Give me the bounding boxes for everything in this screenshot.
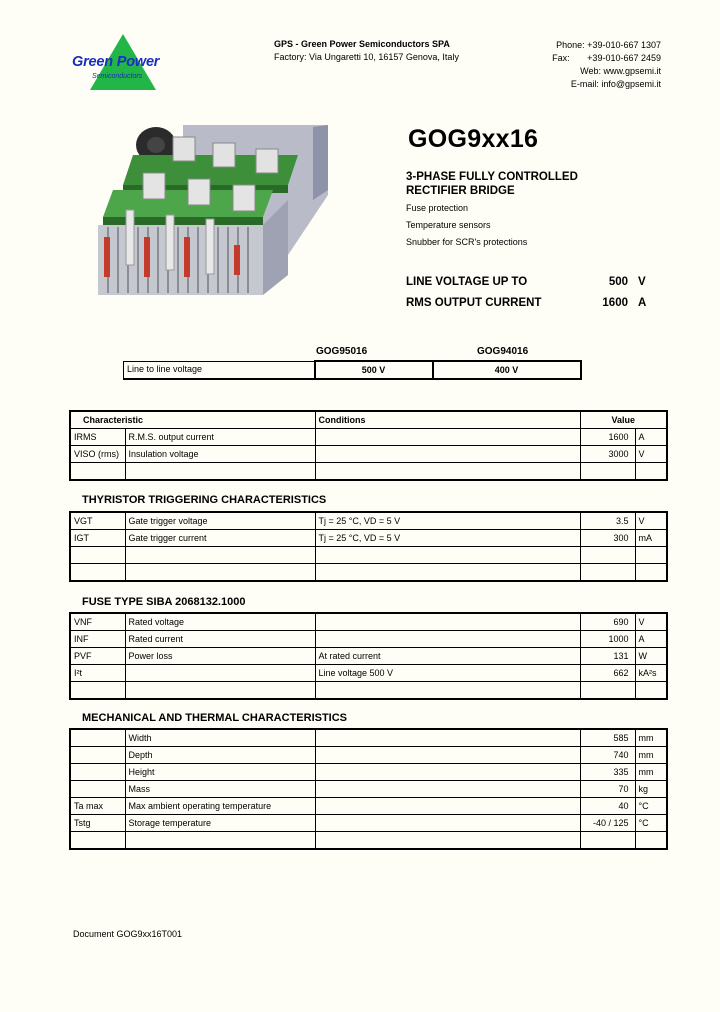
header-value: Value: [580, 411, 667, 429]
value: 40: [580, 798, 635, 815]
line-voltage-unit: V: [638, 276, 646, 288]
contact-block: [552, 39, 661, 91]
header-conditions: Conditions: [315, 411, 580, 429]
symbol: [70, 729, 125, 747]
table-row: [70, 512, 667, 530]
value: -40 / 125: [580, 815, 635, 832]
feature-item: Snubber for SCR's protections: [406, 237, 528, 247]
table-row: [70, 798, 667, 815]
value: 300: [580, 530, 635, 547]
description: Width: [125, 729, 315, 747]
table-row: [70, 648, 667, 665]
description: Gate trigger current: [125, 530, 315, 547]
variant-col2-header: GOG94016: [477, 346, 529, 357]
table-row: [70, 832, 667, 850]
table-row: [70, 631, 667, 648]
characteristic-table: [69, 410, 668, 481]
value: 1000: [580, 631, 635, 648]
conditions: [315, 729, 580, 747]
variant-row-label: Line to line voltage: [124, 361, 315, 379]
table-row: [70, 682, 667, 700]
description: Gate trigger voltage: [125, 512, 315, 530]
table-row: [70, 781, 667, 798]
document-reference: Document GOG9xx16T001: [73, 929, 183, 939]
conditions: [315, 446, 580, 463]
variant-value-1: 500 V: [315, 361, 433, 379]
unit: [635, 832, 667, 850]
description: Depth: [125, 747, 315, 764]
unit: A: [635, 631, 667, 648]
conditions: At rated current: [315, 648, 580, 665]
symbol: [70, 832, 125, 850]
table-row: [70, 446, 667, 463]
symbol: I²t: [70, 665, 125, 682]
rectifier-assembly-image: [88, 115, 333, 310]
description: R.M.S. output current: [125, 429, 315, 446]
unit: [635, 547, 667, 564]
unit: V: [635, 512, 667, 530]
symbol: IGT: [70, 530, 125, 547]
mechanical-section-title: MECHANICAL AND THERMAL CHARACTERISTICS: [82, 712, 348, 724]
conditions: [315, 613, 580, 631]
conditions: Tj = 25 °C, VD = 5 V: [315, 530, 580, 547]
header-characteristic: Characteristic: [70, 411, 315, 429]
unit: °C: [635, 798, 667, 815]
value: 690: [580, 613, 635, 631]
logo-subtitle: Semiconductors: [92, 73, 143, 80]
description: Insulation voltage: [125, 446, 315, 463]
product-title: GOG9xx16: [408, 125, 539, 153]
conditions: [315, 747, 580, 764]
rms-current-label: RMS OUTPUT CURRENT: [406, 297, 542, 309]
table-row: [70, 463, 667, 481]
fuse-table: [69, 612, 668, 700]
symbol: Tstg: [70, 815, 125, 832]
unit: [635, 564, 667, 582]
table-row: [70, 815, 667, 832]
conditions: [315, 564, 580, 582]
variant-value-2: 400 V: [433, 361, 581, 379]
value: 131: [580, 648, 635, 665]
unit: mm: [635, 764, 667, 781]
symbol: VGT: [70, 512, 125, 530]
conditions: [315, 815, 580, 832]
rms-current-unit: A: [638, 297, 647, 309]
thyristor-table: [69, 511, 668, 582]
logo-name: Green Power: [72, 54, 160, 70]
email: E-mail: info@gpsemi.it: [570, 79, 661, 89]
mechanical-table: [69, 728, 668, 850]
conditions: [315, 547, 580, 564]
symbol: [70, 564, 125, 582]
value: [580, 564, 635, 582]
unit: mm: [635, 747, 667, 764]
conditions: [315, 682, 580, 700]
symbol: IRMS: [70, 429, 125, 446]
unit: °C: [635, 815, 667, 832]
description: Max ambient operating temperature: [125, 798, 315, 815]
symbol: VNF: [70, 613, 125, 631]
value: 335: [580, 764, 635, 781]
description: Rated current: [125, 631, 315, 648]
table-row: [70, 564, 667, 582]
value: [580, 463, 635, 481]
product-subtitle: [406, 170, 578, 198]
symbol: PVF: [70, 648, 125, 665]
feature-item: Fuse protection: [406, 203, 469, 213]
unit: V: [635, 446, 667, 463]
unit: A: [635, 429, 667, 446]
symbol: [70, 747, 125, 764]
conditions: [315, 832, 580, 850]
description: [125, 832, 315, 850]
description: [125, 665, 315, 682]
symbol: [70, 764, 125, 781]
description: [125, 682, 315, 700]
unit: W: [635, 648, 667, 665]
feature-item: Temperature sensors: [406, 220, 491, 230]
variant-col1-header: GOG95016: [316, 346, 368, 357]
value: [580, 682, 635, 700]
description: [125, 547, 315, 564]
conditions: Tj = 25 °C, VD = 5 V: [315, 512, 580, 530]
conditions: [315, 429, 580, 446]
description: [125, 463, 315, 481]
value: 3.5: [580, 512, 635, 530]
value: 662: [580, 665, 635, 682]
description: [125, 564, 315, 582]
unit: mA: [635, 530, 667, 547]
variants-table: [123, 360, 582, 380]
conditions: [315, 798, 580, 815]
unit: V: [635, 613, 667, 631]
line-voltage-label: LINE VOLTAGE UP TO: [406, 276, 528, 288]
value: 740: [580, 747, 635, 764]
value: 1600: [580, 429, 635, 446]
subtitle-line-1: 3-PHASE FULLY CONTROLLED: [406, 171, 578, 183]
table-row: [70, 613, 667, 631]
line-voltage-value: 500: [608, 276, 628, 288]
description: Rated voltage: [125, 613, 315, 631]
table-row: [70, 429, 667, 446]
description: Mass: [125, 781, 315, 798]
company-name: GPS - Green Power Semiconductors SPA: [274, 39, 450, 49]
factory-address: Factory: Via Ungaretti 10, 16157 Genova, Italy: [274, 52, 459, 62]
table-row: [70, 665, 667, 682]
symbol: INF: [70, 631, 125, 648]
rms-current-value: 1600: [602, 297, 628, 309]
symbol: [70, 682, 125, 700]
value: [580, 832, 635, 850]
conditions: [315, 463, 580, 481]
description: Storage temperature: [125, 815, 315, 832]
description: Height: [125, 764, 315, 781]
fuse-section-title: FUSE TYPE SIBA 2068132.1000: [82, 596, 246, 608]
thyristor-section-title: THYRISTOR TRIGGERING CHARACTERISTICS: [82, 494, 327, 506]
unit: mm: [635, 729, 667, 747]
fax: Fax: +39-010-667 2459: [552, 53, 661, 63]
table-row: [70, 530, 667, 547]
table-row: [70, 747, 667, 764]
subtitle-line-2: RECTIFIER BRIDGE: [406, 185, 515, 197]
unit: [635, 463, 667, 481]
unit: kA²s: [635, 665, 667, 682]
conditions: Line voltage 500 V: [315, 665, 580, 682]
value: [580, 547, 635, 564]
phone: Phone: +39-010-667 1307: [556, 40, 661, 50]
symbol: [70, 781, 125, 798]
description: Power loss: [125, 648, 315, 665]
table-row: [70, 547, 667, 564]
conditions: [315, 764, 580, 781]
table-row: [70, 729, 667, 747]
conditions: [315, 781, 580, 798]
conditions: [315, 631, 580, 648]
unit: kg: [635, 781, 667, 798]
symbol: Ta max: [70, 798, 125, 815]
table-row: [70, 764, 667, 781]
unit: [635, 682, 667, 700]
symbol: [70, 547, 125, 564]
value: 3000: [580, 446, 635, 463]
symbol: VISO (rms): [70, 446, 125, 463]
web: Web: www.gpsemi.it: [580, 66, 661, 76]
value: 585: [580, 729, 635, 747]
value: 70: [580, 781, 635, 798]
symbol: [70, 463, 125, 481]
